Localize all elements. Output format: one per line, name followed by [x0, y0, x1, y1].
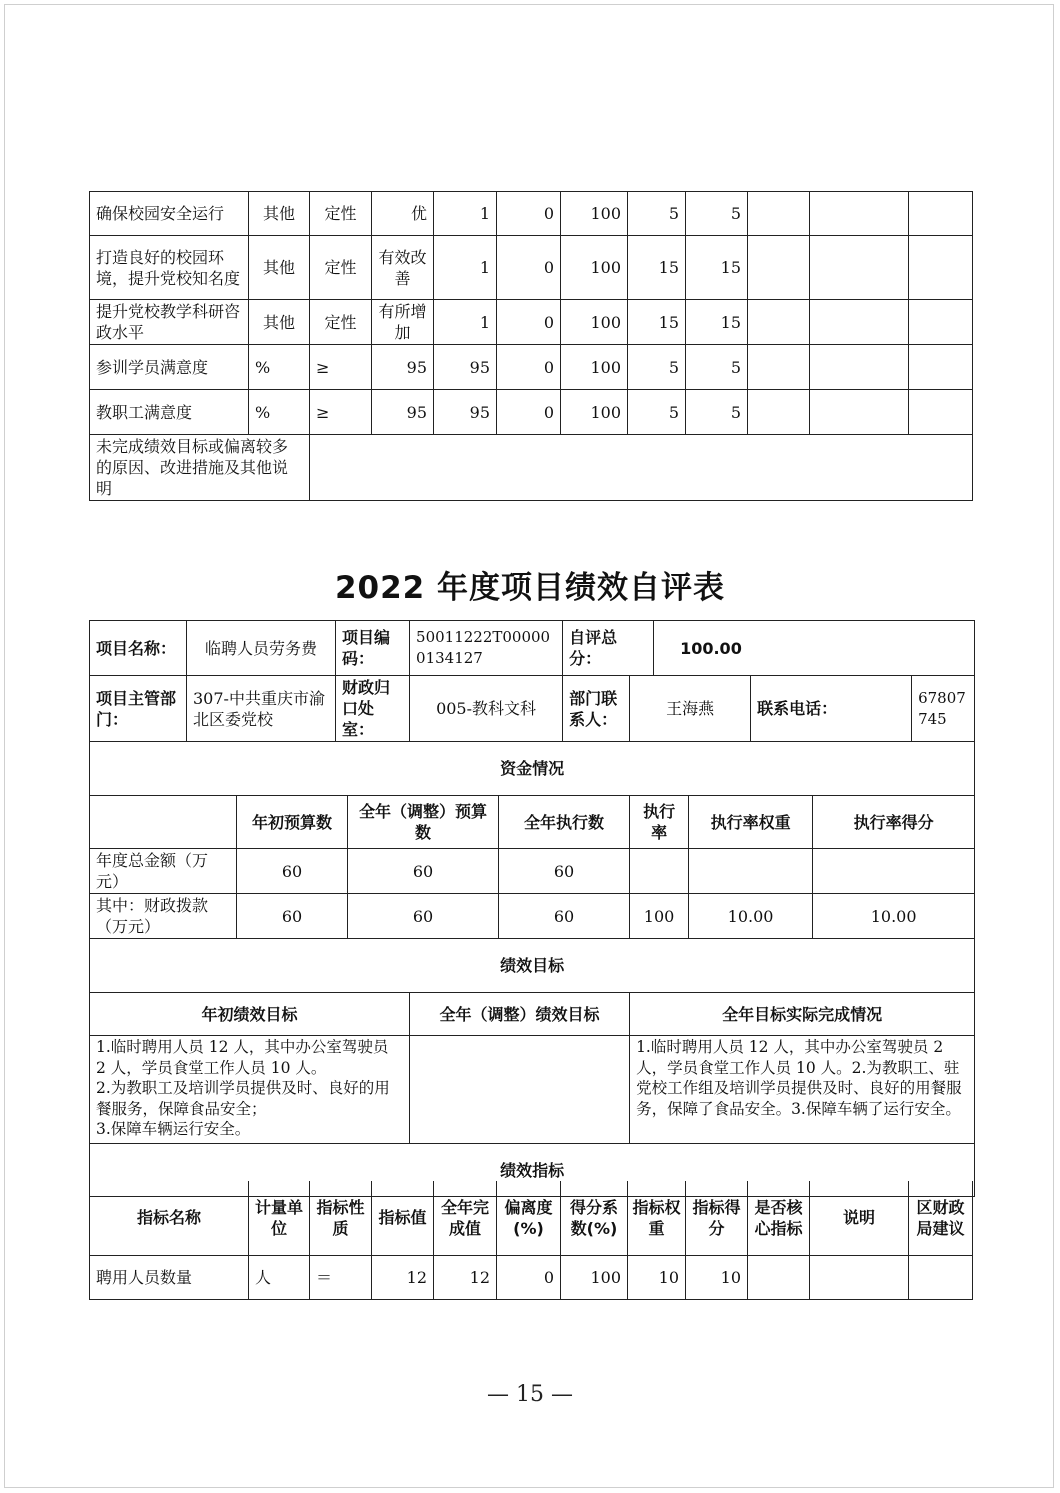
- indicator-coef: 100: [561, 390, 628, 435]
- header-coef: 得分系数(%): [561, 1181, 628, 1255]
- indicator-score: 10: [686, 1255, 748, 1299]
- goals-row: [90, 1036, 975, 1144]
- table-row: [90, 435, 973, 501]
- indicator-score: 5: [686, 390, 748, 435]
- indicator-complete: 1: [434, 192, 497, 236]
- finance-label: 财政归口处室：: [336, 676, 410, 742]
- goals-header-actual: 全年目标实际完成情况: [630, 993, 975, 1036]
- indicator-core: [748, 192, 810, 236]
- project-code: 50011222T000000134127: [410, 621, 563, 676]
- indicator-unit: 人: [249, 1255, 310, 1299]
- indicator-unit: 其他: [249, 300, 310, 345]
- project-name-label: 项目名称：: [90, 621, 187, 676]
- indicator-continuation-table: [89, 191, 973, 501]
- indicator-weight: 15: [628, 236, 686, 300]
- goals-adjusted: [410, 1036, 630, 1144]
- contact-label: 部门联系人：: [563, 676, 630, 742]
- indicator-advice: [909, 1255, 973, 1299]
- indicator-table: [89, 1181, 973, 1300]
- header-complete: 全年完成值: [434, 1181, 497, 1255]
- indicator-note: [810, 236, 909, 300]
- self-score-label: 自评总分：: [563, 621, 654, 676]
- finance: 005-教科文科: [410, 676, 563, 742]
- table-row: [90, 390, 973, 435]
- info-row: [90, 621, 975, 676]
- header-weight: 指标权重: [628, 1181, 686, 1255]
- goals-header-initial: 年初绩效目标: [90, 993, 410, 1036]
- indicator-deviation: 0: [497, 345, 561, 390]
- indicator-nature: 定性: [310, 192, 372, 236]
- page-title: 2022 年度项目绩效自评表: [334, 570, 726, 606]
- indicator-advice: [909, 390, 973, 435]
- indicator-unit: %: [249, 390, 310, 435]
- indicator-name: 打造良好的校园环境，提升党校知名度: [90, 236, 249, 300]
- header-advice: 区财政局建议: [909, 1181, 973, 1255]
- funds-header-adjusted: 全年（调整）预算数: [348, 796, 499, 849]
- header-value: 指标值: [372, 1181, 434, 1255]
- indicator-core: [748, 300, 810, 345]
- indicator-name: 教职工满意度: [90, 390, 249, 435]
- funds-header-row: [90, 796, 975, 849]
- indicator-advice: [909, 300, 973, 345]
- funds-initial: 60: [237, 849, 348, 894]
- indicator-nature: 定性: [310, 300, 372, 345]
- contact: 王海燕: [630, 676, 751, 742]
- indicator-value: 95: [372, 390, 434, 435]
- indicator-value: 95: [372, 345, 434, 390]
- goals-initial: 1.临时聘用人员 12 人，其中办公室驾驶员 2 人，学员食堂工作人员 10 人。 2.为教职工及培训学员提供及时、良好的用餐服务，保障食品安全； 3.保障车辆运行安全。: [90, 1036, 410, 1144]
- indicator-coef: 100: [561, 300, 628, 345]
- funds-row-label: 其中：财政拨款（万元）: [90, 894, 237, 939]
- table-row: [90, 236, 973, 300]
- indicator-note: [810, 345, 909, 390]
- indicator-complete: 95: [434, 390, 497, 435]
- self-score: 100.00: [654, 621, 975, 676]
- indicator-core: [748, 236, 810, 300]
- reason-value: [310, 435, 973, 501]
- indicator-deviation: 0: [497, 236, 561, 300]
- indicator-deviation: 0: [497, 390, 561, 435]
- dept-label: 项目主管部门：: [90, 676, 187, 742]
- indicator-score: 15: [686, 236, 748, 300]
- indicator-advice: [909, 345, 973, 390]
- section-header-row: [90, 939, 975, 993]
- indicator-complete: 95: [434, 345, 497, 390]
- indicator-advice: [909, 192, 973, 236]
- indicator-advice: [909, 236, 973, 300]
- funds-executed: 60: [499, 849, 630, 894]
- funds-header-rate-weight: 执行率权重: [689, 796, 813, 849]
- indicator-core: [748, 390, 810, 435]
- page-number: — 15 —: [487, 1382, 573, 1407]
- table-row: [90, 192, 973, 236]
- info-row: [90, 676, 975, 742]
- goals-header-row: [90, 993, 975, 1036]
- header-unit: 计量单位: [249, 1181, 310, 1255]
- indicator-value: 优: [372, 192, 434, 236]
- funds-row: [90, 849, 975, 894]
- indicator-weight: 15: [628, 300, 686, 345]
- indicators-section-title: 绩效指标: [90, 1144, 975, 1197]
- indicator-weight: 5: [628, 345, 686, 390]
- indicator-complete: 1: [434, 236, 497, 300]
- indicator-nature: ≥: [310, 345, 372, 390]
- reason-label: 未完成绩效目标或偏离较多的原因、改进措施及其他说明: [90, 435, 310, 501]
- goals-section-title: 绩效目标: [90, 939, 975, 993]
- funds-row-label: 年度总金额（万元）: [90, 849, 237, 894]
- indicator-score: 15: [686, 300, 748, 345]
- goals-header-adjusted: 全年（调整）绩效目标: [410, 993, 630, 1036]
- indicator-weight: 10: [628, 1255, 686, 1299]
- funds-rate-score: [813, 849, 975, 894]
- table-row: [90, 300, 973, 345]
- funds-section-title: 资金情况: [90, 742, 975, 796]
- funds-rate-weight: [689, 849, 813, 894]
- indicator-name: 参训学员满意度: [90, 345, 249, 390]
- self-evaluation-table: [89, 620, 975, 1197]
- indicator-header-row: [90, 1181, 973, 1255]
- table-row: [90, 1255, 973, 1299]
- goals-actual: 1.临时聘用人员 12 人，其中办公室驾驶员 2 人，学员食堂工作人员 10 人。2.为教职工、驻党校工作组及培训学员提供及时、良好的用餐服务，保障了食品安全。3.保障车辆了运行安全。: [630, 1036, 975, 1144]
- funds-row: [90, 894, 975, 939]
- indicator-core: [748, 345, 810, 390]
- funds-header-empty: [90, 796, 237, 849]
- indicator-name: 确保校园安全运行: [90, 192, 249, 236]
- indicator-note: [810, 390, 909, 435]
- indicator-coef: 100: [561, 236, 628, 300]
- header-nature: 指标性质: [310, 1181, 372, 1255]
- project-code-label: 项目编码：: [336, 621, 410, 676]
- indicator-deviation: 0: [497, 192, 561, 236]
- indicator-value: 有效改善: [372, 236, 434, 300]
- table-row: [90, 345, 973, 390]
- phone: 67807745: [912, 676, 975, 742]
- indicator-note: [810, 300, 909, 345]
- indicator-unit: %: [249, 345, 310, 390]
- funds-executed: 60: [499, 894, 630, 939]
- indicator-value: 有所增加: [372, 300, 434, 345]
- funds-header-executed: 全年执行数: [499, 796, 630, 849]
- funds-adjusted: 60: [348, 849, 499, 894]
- indicator-nature: ≥: [310, 390, 372, 435]
- indicator-weight: 5: [628, 192, 686, 236]
- indicator-complete: 1: [434, 300, 497, 345]
- indicator-nature: 定性: [310, 236, 372, 300]
- funds-adjusted: 60: [348, 894, 499, 939]
- header-note: 说明: [810, 1181, 909, 1255]
- indicator-complete: 12: [434, 1255, 497, 1299]
- funds-rate: 100: [630, 894, 689, 939]
- project-name: 临聘人员劳务费: [187, 621, 336, 676]
- indicator-note: [810, 1255, 909, 1299]
- indicator-deviation: 0: [497, 1255, 561, 1299]
- indicator-score: 5: [686, 192, 748, 236]
- funds-rate-weight: 10.00: [689, 894, 813, 939]
- indicator-score: 5: [686, 345, 748, 390]
- header-indicator-name: 指标名称: [90, 1181, 249, 1255]
- header-score: 指标得分: [686, 1181, 748, 1255]
- funds-header-initial: 年初预算数: [237, 796, 348, 849]
- section-header-row: [90, 742, 975, 796]
- header-deviation: 偏离度(%): [497, 1181, 561, 1255]
- funds-initial: 60: [237, 894, 348, 939]
- indicator-deviation: 0: [497, 300, 561, 345]
- header-core: 是否核心指标: [748, 1181, 810, 1255]
- indicator-value: 12: [372, 1255, 434, 1299]
- indicator-unit: 其他: [249, 236, 310, 300]
- indicator-note: [810, 192, 909, 236]
- indicator-coef: 100: [561, 345, 628, 390]
- indicator-unit: 其他: [249, 192, 310, 236]
- indicator-name: 提升党校教学科研咨政水平: [90, 300, 249, 345]
- funds-header-rate-score: 执行率得分: [813, 796, 975, 849]
- dept: 307-中共重庆市渝北区委党校: [187, 676, 336, 742]
- indicator-core: [748, 1255, 810, 1299]
- indicator-name: 聘用人员数量: [90, 1255, 249, 1299]
- funds-header-rate: 执行率: [630, 796, 689, 849]
- indicator-coef: 100: [561, 192, 628, 236]
- indicator-coef: 100: [561, 1255, 628, 1299]
- funds-rate-score: 10.00: [813, 894, 975, 939]
- phone-label: 联系电话：: [751, 676, 912, 742]
- indicator-nature: ＝: [310, 1255, 372, 1299]
- indicator-weight: 5: [628, 390, 686, 435]
- funds-rate: [630, 849, 689, 894]
